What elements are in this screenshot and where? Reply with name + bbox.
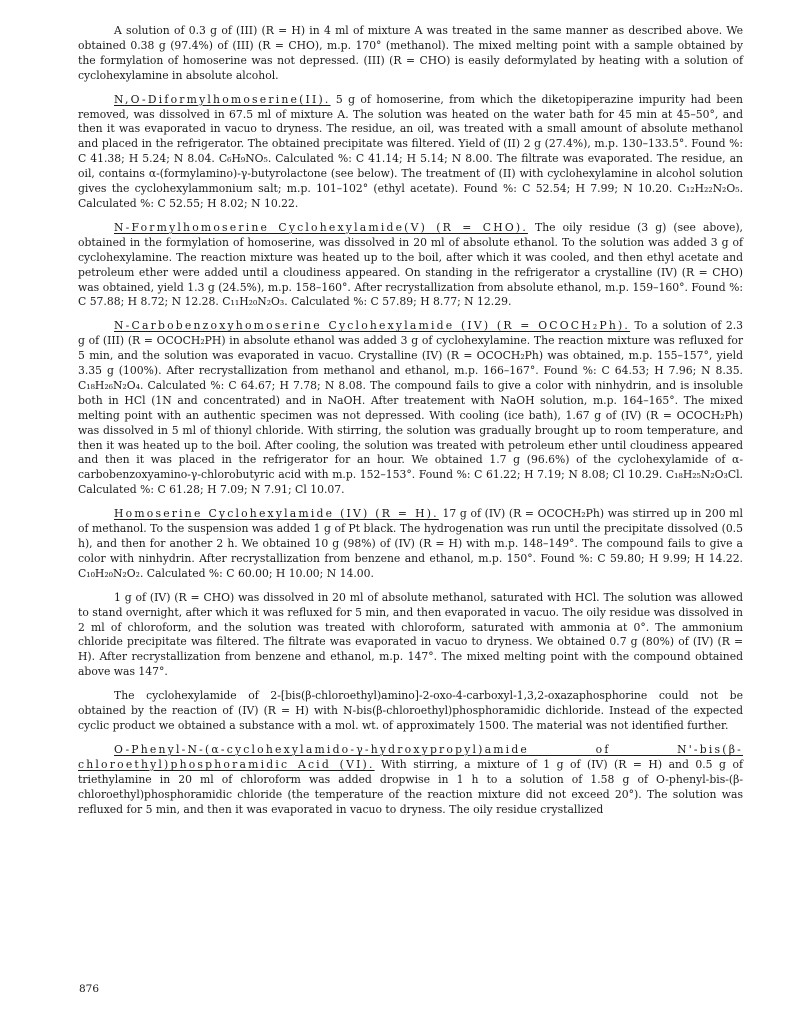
paragraph-2-heading: N,O-Diformylhomoserine(II).	[114, 92, 331, 106]
paragraph-8-heading: O-Phenyl-N-(α-cyclohexylamido-γ-hydroxypropyl)amide of N'-bis(β-chloroethyl)phosphoramidic Acid (VI).	[78, 742, 743, 771]
paragraph-6	[78, 591, 743, 680]
paragraph-4-text: To a solution of 2.3 g of (III) (R = OCOCH₂PH) in absolute ethanol was added 3 g of cyclohexylamine. The reaction mixture was refluxed for 5 min, and the solution was evaporated in vacuo. Crystalline (IV) (R = OCOCH₂Ph) was obtained, m.p. 155–157°, yield 3.35 g (100%). After recrystallization from methanol and ethanol, m.p. 166–167°. Found %: C 64.53; H 7.96; N 8.35. C₁₈H₂₆N₂O₄. Calculated %: C 64.67; H 7.78; N 8.08. The compound fails to give a color with ninhydrin, and is insoluble both in HCl (1N and concentrated) and in NaOH. After treatement with NaOH solution, m.p. 164–165°. The mixed melting point with an authentic specimen was not depressed. With cooling (ice bath), 1.67 g of (IV) (R = OCOCH₂Ph) was dissolved in 5 ml of thionyl chloride. With stirring, the solution was gradually brought up to room temperature, and then it was heated up to the boil. After cooling, the solution was treated with petroleum ether until cloudiness appeared and then it was placed in the refrigerator for an hour. We obtained 1.7 g (96.6%) of the cyclohexylamide of α-carbobenzoxyamino-γ-chlorobutyric acid with m.p. 152–153°. Found %: C 61.22; H 7.19; N 8.08; Cl 10.29. C₁₈H₂₅N₂O₃Cl. Calculated %: C 61.28; H 7.09; N 7.91; Cl 10.07.	[78, 319, 743, 497]
page-body	[78, 24, 743, 826]
paragraph-7-text: The cyclohexylamide of 2-[bis(β-chloroethyl)amino]-2-oxo-4-carboxyl-1,3,2-oxazaphosphorine could not be obtained by the reaction of (IV) (R = H) with N-bis(β-chloroethyl)phosphoramidic dichloride. Instead of the expected cyclic product we obtained a substance with a mol. wt. of approximately 1500. The material was not identified further.	[78, 689, 743, 732]
page-number: 876	[79, 983, 100, 995]
paragraph-5-text: 17 g of (IV) (R = OCOCH₂Ph) was stirred up in 200 ml of methanol. To the suspension was added 1 g of Pt black. The hydrogenation was run until the precipitate dissolved (0.5 h), and then for another 2 h. We obtained 10 g (98%) of (IV) (R = H) with m.p. 148–149°. The compound fails to give a color with ninhydrin. After recrystallization from benzene and ethanol, m.p. 150°. Found %: C 59.80; H 9.99; H 14.22. C₁₀H₂₀N₂O₂. Calculated %: C 60.00; H 10.00; N 14.00.	[78, 507, 743, 580]
paragraph-1-text: A solution of 0.3 g of (III) (R = H) in 4 ml of mixture A was treated in the same manner as described above. We obtained 0.38 g (97.4%) of (III) (R = CHO), m.p. 170° (methanol). The mixed melting point with a sample obtained by the formylation of homoserine was not depressed. (III) (R = CHO) is easily deformylated by heating with a solution of cyclohexylamine in absolute alcohol.	[78, 24, 743, 82]
paragraph-5-heading: Homoserine Cyclohexylamide (IV) (R = H).	[114, 507, 439, 521]
paragraph-4-heading: N-Carbobenzoxyhomoserine Cyclohexylamide (IV) (R = OCOCH₂Ph).	[114, 319, 631, 333]
paragraph-3-text: The oily residue (3 g) (see above), obtained in the formylation of homoserine, was dissolved in 20 ml of absolute ethanol. To the solution was added 3 g of cyclohexylamine. The reaction mixture was heated up to the boil, after which it was cooled, and then ethyl acetate and petroleum ether were added until a cloudiness appeared. On standing in the refrigerator a crystalline (IV) (R = CHO) was obtained, yield 1.3 g (24.5%), m.p. 158–160°. After recrystallization from absolute ethanol, m.p. 159–160°. Found %: C 57.88; H 8.72; N 12.28. C₁₁H₂₀N₂O₃. Calculated %: C 57.89; H 8.77; N 12.29.	[78, 220, 743, 309]
paragraph-5	[78, 507, 743, 582]
paragraph-2	[78, 93, 743, 212]
paragraph-6-text: 1 g of (IV) (R = CHO) was dissolved in 20 ml of absolute methanol, saturated with HCl. The solution was allowed to stand overnight, after which it was refluxed for 5 min, and then evaporated in vacuo. The oily residue was dissolved in 2 ml of chloroform, and the solution was treated with chloroform, saturated with ammonia at 0°. The ammonium chloride precipitate was filtered. The filtrate was evaporated in vacuo to dryness. We obtained 0.7 g (80%) of (IV) (R = H). After recrystallization from benzene and ethanol, m.p. 147°. The mixed melting point with the compound obtained above was 147°.	[78, 590, 743, 679]
paragraph-7	[78, 689, 743, 734]
paragraph-4	[78, 319, 743, 498]
paragraph-8	[78, 743, 743, 818]
paragraph-2-text: 5 g of homoserine, from which the diketopiperazine impurity had been removed, was dissolved in 67.5 ml of mixture A. The solution was heated on the water bath for 45 min at 45–50°, and then it was evaporated in vacuo to dryness. The residue, an oil, was treated with a small amount of absolute methanol and placed in the refrigerator. The obtained precipitate was filtered. Yield of (II) 2 g (27.4%), m.p. 130–133.5°. Found %: C 41.38; H 5.24; N 8.04. C₆H₉NO₅. Calculated %: C 41.14; H 5.14; N 8.00. The filtrate was evaporated. The residue, an oil, contains α-(formylamino)-γ-butyrolactone (see below). The treatment of (II) with cyclohexylamine in alcohol solution gives the cyclohexylammonium salt; m.p. 101–102° (ethyl acetate). Found %: C 52.54; H 7.99; N 10.20. C₁₂H₂₂N₂O₅. Calculated %: C 52.55; H 8.02; N 10.22.	[78, 92, 743, 210]
paragraph-3	[78, 221, 743, 310]
paragraph-3-heading: N-Formylhomoserine Cyclohexylamide(V) (R = CHO).	[114, 220, 528, 234]
paragraph-1	[78, 24, 743, 84]
paragraph-8-text: With stirring, a mixture of 1 g of (IV) (R = H) and 0.5 g of triethylamine in 20 ml of chloroform was added dropwise in 1 h to a solution of 1.58 g of O-phenyl-bis-(β-chloroethyl)phosphoramidic chloride (the temperature of the reaction mixture did not exceed 20°). The solution was refluxed for 5 min, and then it was evaporated in vacuo to dryness. The oily residue crystallized	[78, 757, 743, 816]
